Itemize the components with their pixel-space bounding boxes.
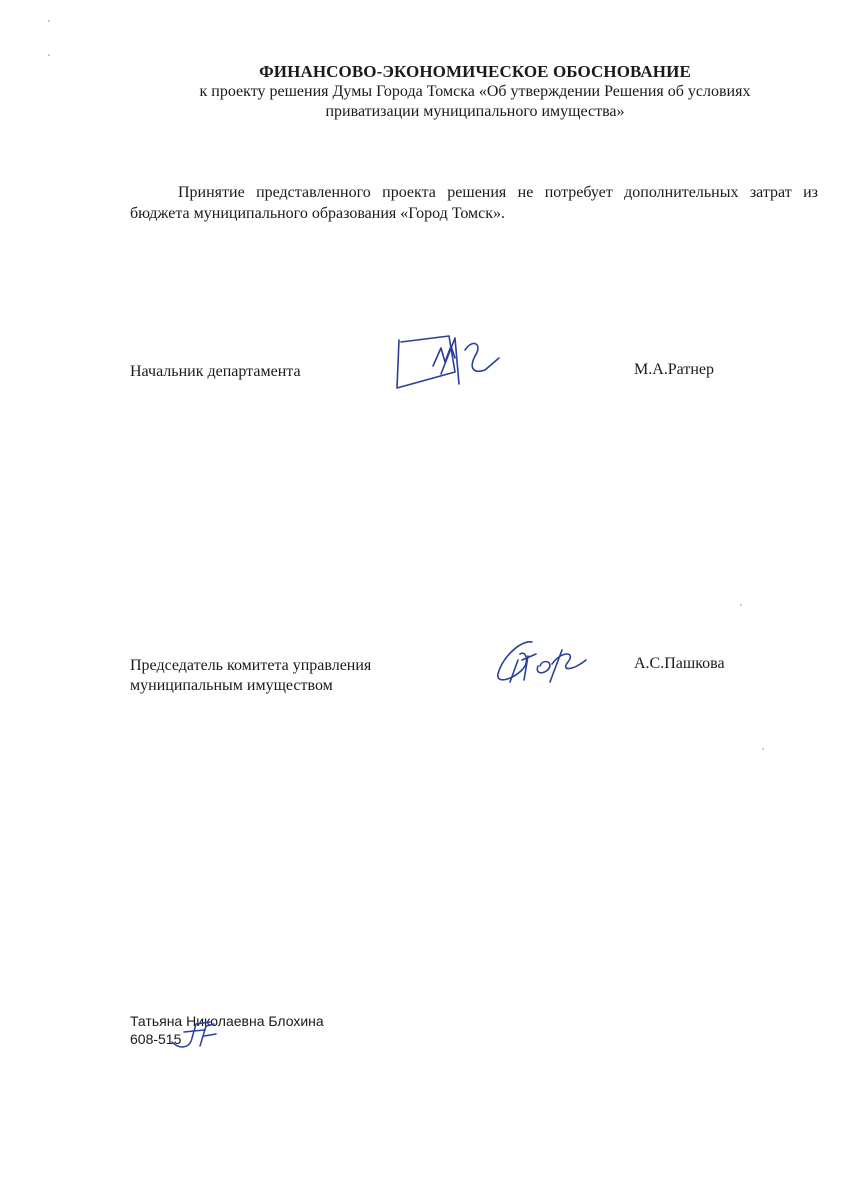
executor-initials-signature [170,1020,220,1052]
scan-speck [48,20,50,22]
body-paragraph: Принятие представленного проекта решения не потребует дополнительных затрат из бюджета муниципального образования «Город Томск». [130,184,818,222]
document-subtitle-line-1: к проекту решения Думы Города Томска «Об утверждении Решения об условиях [199,83,751,100]
signatory-position-2-line-2: муниципальным имуществом [130,677,333,694]
document-header [130,62,820,122]
executor-block [130,1012,324,1048]
handwritten-signature-2 [492,636,592,686]
document-title: ФИНАНСОВО-ЭКОНОМИЧЕСКОЕ ОБОСНОВАНИЕ [259,62,691,81]
signatory-position-1: Начальник департамента [130,363,301,380]
scan-speck [48,54,50,56]
executor-phone-row [130,1030,324,1048]
scan-speck [762,748,764,750]
executor-name: Татьяна Николаевна Блохина [130,1013,324,1029]
signatory-name-1: М.А.Ратнер [634,361,715,378]
handwritten-signature-1 [393,328,513,392]
signatory-name-2: А.С.Пашкова [634,655,725,672]
document-subtitle-line-2: приватизации муниципального имущества» [325,103,625,120]
signatory-position-2-line-1: Председатель комитета управления [130,657,372,674]
executor-phone: 608-515 [130,1031,182,1047]
scan-speck [740,604,742,606]
